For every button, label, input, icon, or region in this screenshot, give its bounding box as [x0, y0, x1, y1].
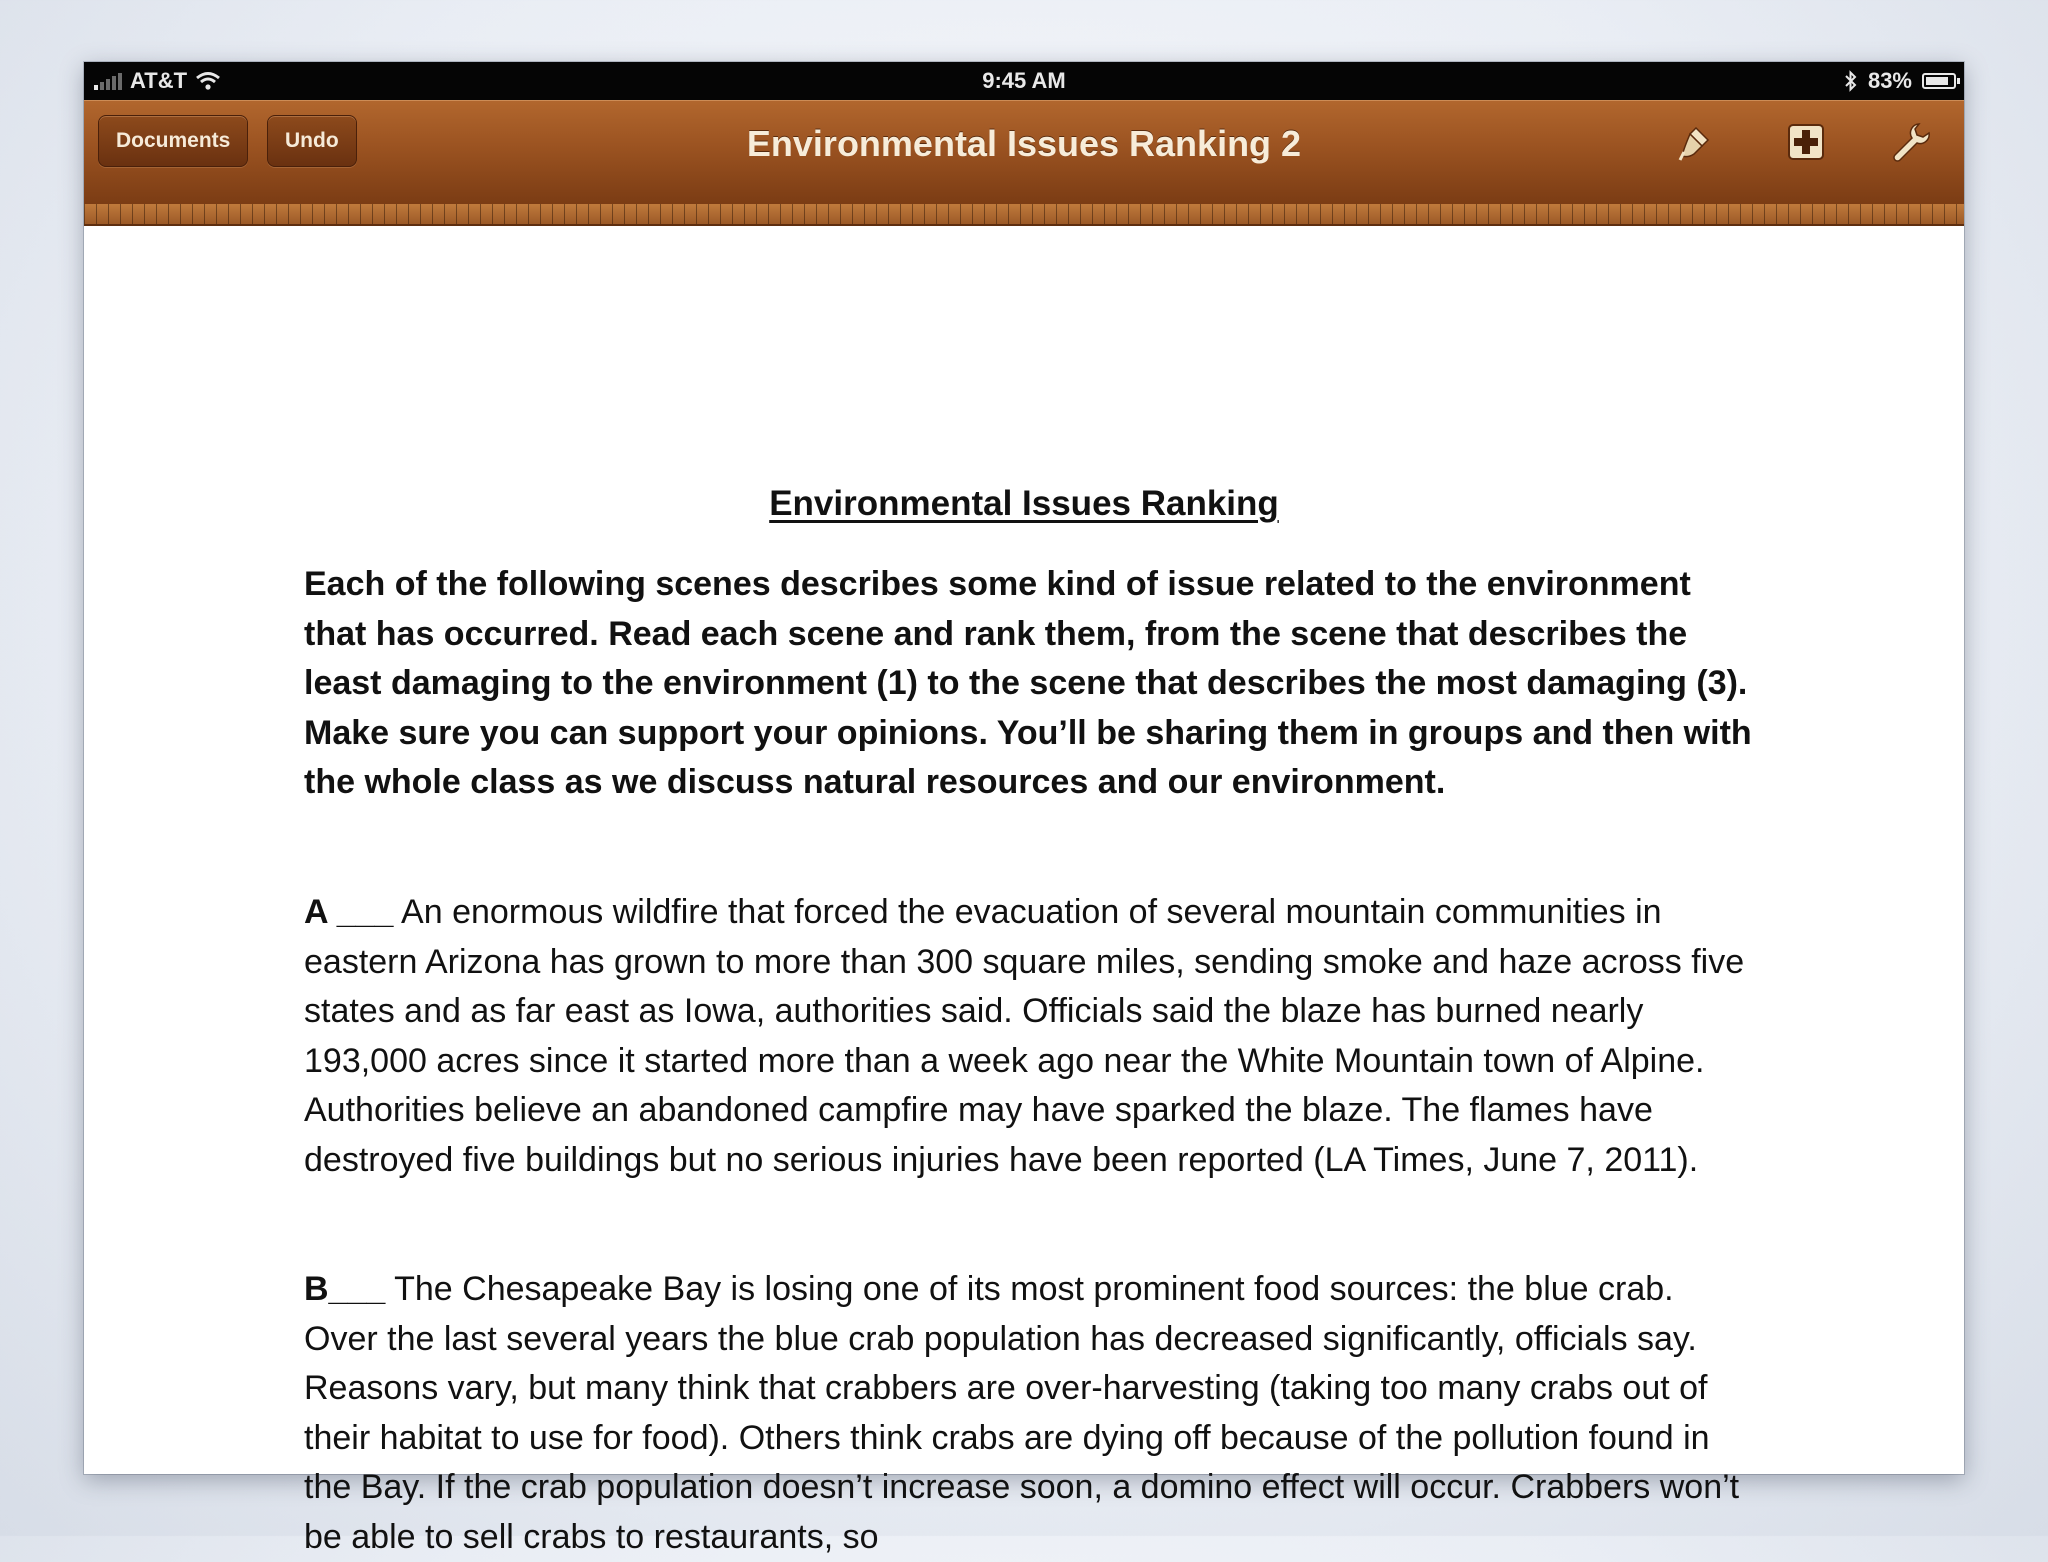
scene-a-paragraph — [304, 888, 1754, 1185]
ruler-strip — [84, 204, 1964, 226]
intro-paragraph: Each of the following scenes describes some kind of issue related to the environment that has occurred. Read each scene and rank them, from the scene that describes the least damaging to the environment (1) to the scene that describes the most damaging (3). Make sure you can support your opinions. You’ll be sharing them in groups and then with the whole class as we discuss natural resources and our environment. — [304, 565, 1752, 801]
status-time: 9:45 AM — [982, 68, 1066, 93]
document-heading: Environmental Issues Ranking — [769, 484, 1279, 523]
scene-b-label: B___ — [304, 1270, 386, 1308]
scene-b-text: The Chesapeake Bay is losing one of its most prominent food sources: the blue crab. Over the last several years the blue crab population has decreased significantly, officials say. Reasons vary, but many think that crabbers are over-harvesting (taking too many crabs out of their habitat to use for food). Others think crabs are dying off because of the pollution found in the Bay. If the crab population doesn’t increase soon, a domino effect will occur. Crabbers won’t be able to sell crabs to restaurants, so — [304, 1270, 1740, 1556]
document-page[interactable] — [84, 226, 1964, 1556]
wrench-icon[interactable] — [1886, 118, 1934, 166]
scene-a-text: An enormous wildfire that forced the evacuation of several mountain communities in eastern Arizona has grown to more than 300 square miles, sending smoke and haze across five states and as far east as Iowa, authorities said. Officials said the blaze has burned nearly 193,000 acres since it started more than a week ago near the White Mountain town of Alpine. Authorities believe an abandoned campfire may have sparked the blaze. The flames have destroyed five buildings but no serious injuries have been reported (LA Times, June 7, 2011). — [304, 893, 1745, 1179]
bluetooth-icon — [1844, 70, 1858, 92]
scene-b-paragraph — [304, 1265, 1754, 1562]
status-bar — [84, 62, 1964, 100]
undo-button[interactable]: Undo — [267, 115, 357, 167]
paintbrush-icon[interactable] — [1672, 118, 1720, 166]
scene-a-label: A ___ — [304, 893, 394, 931]
battery-percent: 83% — [1867, 68, 1912, 93]
battery-fill — [1926, 77, 1948, 85]
status-right — [1844, 68, 1956, 94]
documents-button[interactable]: Documents — [98, 115, 248, 167]
ipad-screen — [84, 62, 1964, 1556]
document-toolbar — [84, 100, 1964, 204]
add-insert-icon[interactable] — [1782, 118, 1830, 166]
carrier-name: AT&T — [130, 68, 188, 93]
battery-icon — [1922, 73, 1956, 89]
document-title: Environmental Issues Ranking 2 — [746, 123, 1302, 164]
